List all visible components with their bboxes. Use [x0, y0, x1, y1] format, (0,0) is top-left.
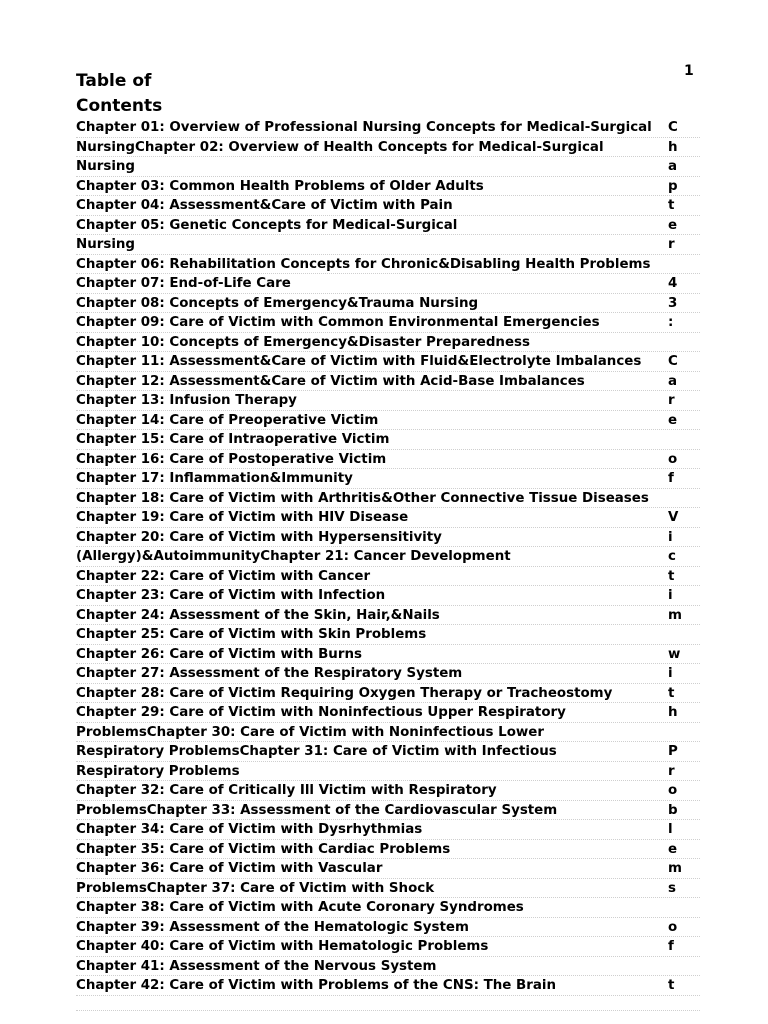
side-letter: r: [668, 237, 675, 252]
side-letter: V: [668, 510, 679, 525]
side-letter: r: [668, 763, 675, 779]
toc-line: Chapter 35: Care of Victim with Cardiac Problems: [76, 840, 700, 860]
side-letter: e: [668, 217, 678, 233]
side-letter: t: [668, 685, 675, 701]
toc-list: [76, 118, 700, 996]
toc-line: Chapter 18: Care of Victim with Arthritis&Other Connective Tissue Diseases: [76, 489, 700, 509]
toc-line: Chapter 28: Care of Victim Requiring Oxygen Therapy or Tracheostomy: [76, 684, 700, 704]
toc-line: Respiratory Problems: [76, 762, 700, 782]
side-letter: s: [668, 880, 676, 896]
toc-line: Chapter 14: Care of Preoperative Victim: [76, 411, 700, 431]
toc-line: ProblemsChapter 33: Assessment of the Cardiovascular System: [76, 801, 700, 821]
toc-line: Chapter 36: Care of Victim with Vascular: [76, 859, 700, 879]
side-letter: c: [668, 549, 676, 564]
side-letter: i: [668, 588, 673, 603]
toc-line: Chapter 10: Concepts of Emergency&Disaster Preparedness: [76, 333, 700, 353]
toc-line: Nursing: [76, 157, 700, 177]
side-letter: 3: [668, 295, 678, 311]
toc-line: Chapter 26: Care of Victim with Burns: [76, 645, 700, 665]
toc-line: Chapter 34: Care of Victim with Dysrhythmias: [76, 820, 700, 840]
side-letter: i: [668, 529, 673, 545]
side-letter: h: [668, 139, 678, 155]
toc-line: Chapter 23: Care of Victim with Infection: [76, 586, 700, 606]
side-letter: :: [668, 315, 674, 330]
toc-line: Chapter 09: Care of Victim with Common Environmental Emergencies: [76, 313, 700, 333]
side-letter: m: [668, 607, 682, 623]
toc-line: Chapter 40: Care of Victim with Hematologic Problems: [76, 937, 700, 957]
side-letter: o: [668, 451, 678, 467]
toc-line: Nursing: [76, 235, 700, 255]
side-letter: m: [668, 861, 682, 876]
toc-line: Chapter 42: Care of Victim with Problems of the CNS: The Brain: [76, 976, 700, 996]
toc-line: Chapter 39: Assessment of the Hematologic System: [76, 918, 700, 938]
toc-line: Chapter 41: Assessment of the Nervous System: [76, 957, 700, 977]
toc-line: Chapter 22: Care of Victim with Cancer: [76, 567, 700, 587]
toc-title: [76, 69, 276, 119]
side-running-text: [668, 118, 682, 996]
side-letter: C: [668, 354, 678, 369]
side-letter: p: [668, 178, 678, 194]
side-letter: [668, 333, 682, 353]
side-letter: C: [668, 120, 678, 135]
side-letter: t: [668, 568, 675, 584]
toc-line: Chapter 24: Assessment of the Skin, Hair,&Nails: [76, 606, 700, 626]
side-letter: [668, 625, 682, 645]
side-letter: r: [668, 393, 675, 408]
toc-line: Chapter 01: Overview of Professional Nursing Concepts for Medical-Surgical: [76, 118, 700, 138]
side-letter: a: [668, 373, 678, 389]
toc-line: Chapter 05: Genetic Concepts for Medical-Surgical: [76, 216, 700, 236]
side-letter: o: [668, 919, 678, 935]
side-letter: [668, 898, 682, 918]
toc-line: Chapter 03: Common Health Problems of Older Adults: [76, 177, 700, 197]
toc-line: Chapter 12: Assessment&Care of Victim with Acid-Base Imbalances: [76, 372, 700, 392]
side-letter: [668, 957, 682, 977]
side-letter: f: [668, 471, 674, 486]
toc-line: Chapter 25: Care of Victim with Skin Problems: [76, 625, 700, 645]
side-letter: b: [668, 802, 678, 818]
bottom-rule: [76, 1010, 700, 1011]
side-letter: [668, 723, 682, 743]
side-letter: a: [668, 159, 678, 174]
toc-line: Chapter 27: Assessment of the Respiratory System: [76, 664, 700, 684]
side-letter: l: [668, 822, 673, 837]
toc-line: (Allergy)&AutoimmunityChapter 21: Cancer Development: [76, 547, 700, 567]
toc-line: Chapter 38: Care of Victim with Acute Coronary Syndromes: [76, 898, 700, 918]
toc-line: Chapter 16: Care of Postoperative Victim: [76, 450, 700, 470]
toc-line: NursingChapter 02: Overview of Health Concepts for Medical-Surgical: [76, 138, 700, 158]
toc-line: Chapter 15: Care of Intraoperative Victim: [76, 430, 700, 450]
side-letter: i: [668, 666, 673, 681]
toc-line: Respiratory ProblemsChapter 31: Care of Victim with Infectious: [76, 742, 700, 762]
side-letter: e: [668, 841, 678, 857]
toc-line: Chapter 13: Infusion Therapy: [76, 391, 700, 411]
side-letter: 4: [668, 276, 678, 291]
side-letter: [668, 430, 682, 450]
toc-line: Chapter 11: Assessment&Care of Victim with Fluid&Electrolyte Imbalances: [76, 352, 700, 372]
side-letter: o: [668, 783, 678, 798]
toc-line: Chapter 32: Care of Critically Ill Victim with Respiratory: [76, 781, 700, 801]
toc-line: Chapter 04: Assessment&Care of Victim with Pain: [76, 196, 700, 216]
toc-line: Chapter 19: Care of Victim with HIV Disease: [76, 508, 700, 528]
side-letter: t: [668, 198, 675, 213]
toc-line: Chapter 29: Care of Victim with Noninfectious Upper Respiratory: [76, 703, 700, 723]
toc-title-line-1: Table of: [76, 71, 152, 91]
page-number: 1: [684, 63, 694, 79]
side-letter: [668, 489, 682, 509]
toc-line: Chapter 20: Care of Victim with Hypersensitivity: [76, 528, 700, 548]
side-letter: P: [668, 744, 678, 759]
side-letter: [668, 255, 682, 275]
side-letter: t: [668, 978, 675, 993]
toc-line: Chapter 17: Inflammation&Immunity: [76, 469, 700, 489]
toc-line: Chapter 07: End-of-Life Care: [76, 274, 700, 294]
toc-title-line-2: Contents: [76, 96, 163, 116]
toc-line: ProblemsChapter 30: Care of Victim with Noninfectious Lower: [76, 723, 700, 743]
toc-line: ProblemsChapter 37: Care of Victim with Shock: [76, 879, 700, 899]
side-letter: w: [668, 646, 681, 662]
toc-line: Chapter 08: Concepts of Emergency&Trauma Nursing: [76, 294, 700, 314]
side-letter: e: [668, 412, 678, 428]
side-letter: f: [668, 939, 674, 954]
side-letter: h: [668, 705, 678, 720]
toc-line: Chapter 06: Rehabilitation Concepts for Chronic&Disabling Health Problems: [76, 255, 700, 275]
